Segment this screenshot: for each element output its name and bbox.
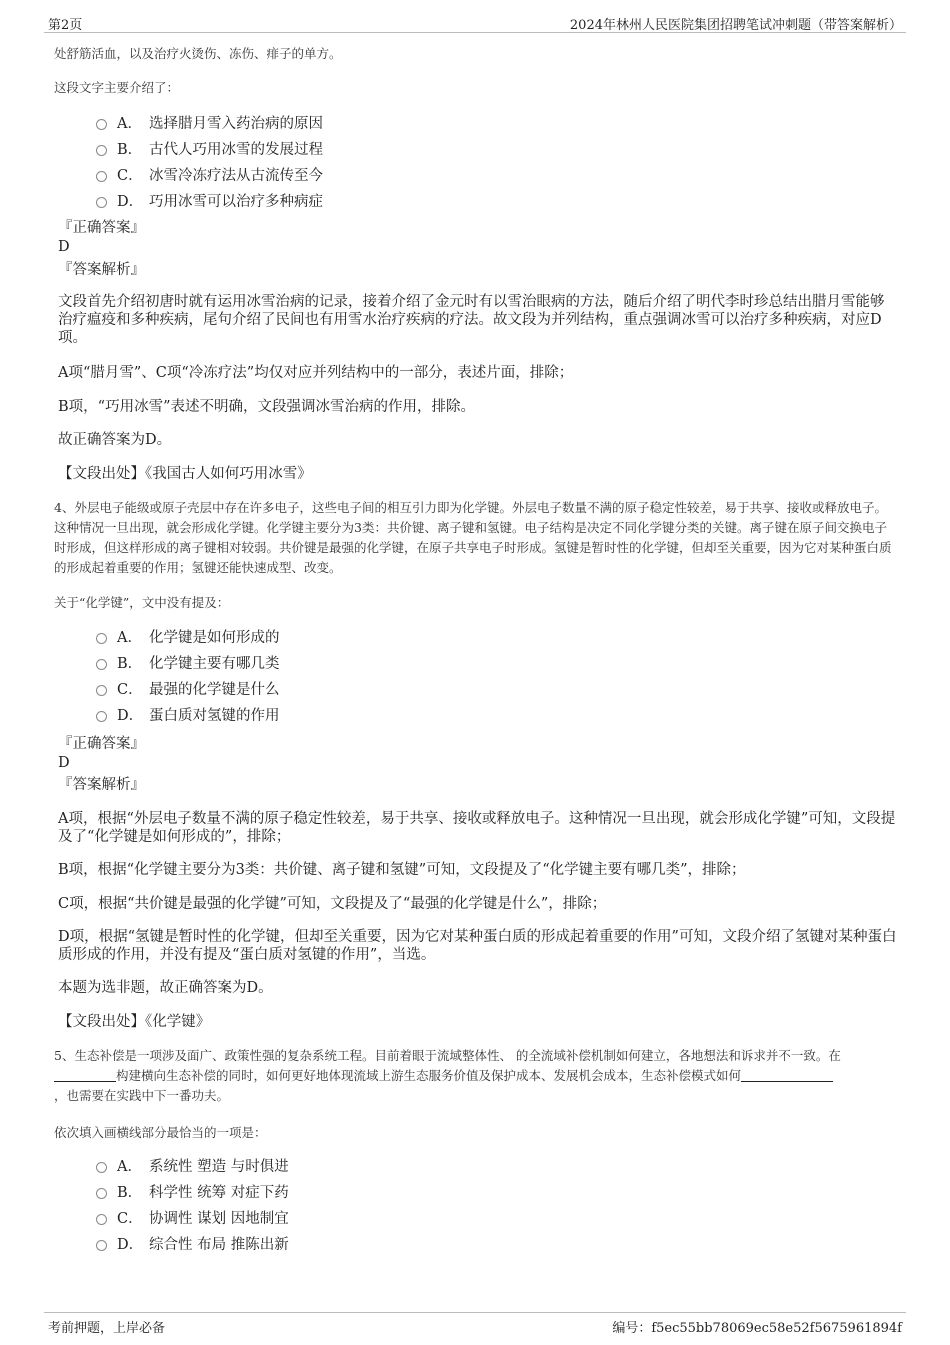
q3-option-d[interactable]: D． 巧用冰雪可以治疗多种病症 xyxy=(96,189,323,215)
q5-passage: 5、生态补偿是一项涉及面广、政策性强的复杂系统工程。目前着眼于流域整体性、 的全流域补偿机制如何建立，各地想法和诉求并不一致。在 构建横向生态补偿的同时，如何更好地体现流域上游生态服务价值及保护成本、发展机会成本，生态补偿模式如何 ，也需要在实践中下一番功夫。 xyxy=(54,1048,841,1103)
q4-passage: 4、外层电子能级或原子壳层中存在许多电子，这些电子间的相互引力即为化学键。外层电子数量不满的原子稳定性较差，易于共享、接收或释放电子。这种情况一旦出现，就会形成化学键。化学键主要分为3类：共价键、离子键和氢键。电子结构是决定不同化学键分类的关键。离子键在原子间交换电子时形成，但这样形成的离子键相对较弱。共价键是最强的化学键，在原子共享电子时形成。氢键是暂时性的化学键，但却至关重要，因为它对某种蛋白质的形成起着重要的作用；氢键还能快速成型、改变。 xyxy=(54,500,892,575)
q3-prompt: 这段文字主要介绍了： xyxy=(54,80,180,95)
radio-icon[interactable] xyxy=(96,685,107,696)
q3-passage-tail: 处舒筋活血，以及治疗火烫伤、冻伤、痱子的单方。 xyxy=(54,46,342,61)
q3-option-c[interactable]: C． 冰雪冷冻疗法从古流传至今 xyxy=(96,163,323,189)
q5-option-c[interactable]: C． 协调性 谋划 因地制宜 xyxy=(96,1206,289,1232)
q5-option-b[interactable]: B． 科学性 统筹 对症下药 xyxy=(96,1180,289,1206)
radio-icon[interactable] xyxy=(96,171,107,182)
q5-option-a[interactable]: A． 系统性 塑造 与时俱进 xyxy=(96,1154,289,1180)
radio-icon[interactable] xyxy=(96,1214,107,1225)
q4-answer: D xyxy=(58,755,70,771)
q4-analysis-label: 『答案解析』 xyxy=(58,777,145,793)
radio-icon[interactable] xyxy=(96,711,107,722)
q4-analysis-1: A项，根据“外层电子数量不满的原子稳定性较差，易于共享、接收或释放电子。这种情况一旦出现，就会形成化学键”可知，文段提及了“化学键是如何形成的”，排除； xyxy=(58,811,896,845)
q3-options xyxy=(96,111,323,215)
radio-icon[interactable] xyxy=(96,1240,107,1251)
q5-options xyxy=(96,1154,289,1258)
q3-analysis-4: 故正确答案为D。 xyxy=(58,432,172,448)
q5-prompt: 依次填入画横线部分最恰当的一项是： xyxy=(54,1125,267,1140)
q4-answer-label: 『正确答案』 xyxy=(58,736,145,752)
q3-analysis-label: 『答案解析』 xyxy=(58,262,145,278)
q3-option-a[interactable]: A． 选择腊月雪入药治病的原因 xyxy=(96,111,323,137)
radio-icon[interactable] xyxy=(96,633,107,644)
radio-icon[interactable] xyxy=(96,197,107,208)
radio-icon[interactable] xyxy=(96,145,107,156)
q3-analysis-2: A项“腊月雪”、C项“冷冻疗法”均仅对应并列结构中的一部分，表述片面，排除； xyxy=(58,365,574,381)
footer-slogan: 考前押题，上岸必备 xyxy=(48,1321,166,1336)
q4-option-b[interactable]: B． 化学键主要有哪几类 xyxy=(96,651,280,677)
q3-option-b[interactable]: B． 古代人巧用冰雪的发展过程 xyxy=(96,137,323,163)
q3-answer: D xyxy=(58,239,70,255)
q4-analysis-5: 本题为选非题，故正确答案为D。 xyxy=(58,980,273,996)
radio-icon[interactable] xyxy=(96,659,107,670)
document-title: 2024年林州人民医院集团招聘笔试冲刺题（带答案解析） xyxy=(569,18,902,33)
q4-analysis-3: C项，根据“共价键是最强的化学键”可知，文段提及了“最强的化学键是什么”，排除； xyxy=(58,896,607,912)
radio-icon[interactable] xyxy=(96,1162,107,1173)
q4-options xyxy=(96,625,280,729)
q4-option-c[interactable]: C． 最强的化学键是什么 xyxy=(96,677,280,703)
page-header xyxy=(44,12,906,33)
page-number: 第2页 xyxy=(48,18,83,33)
document-id: 编号：f5ec55bb78069ec58e52f5675961894f xyxy=(612,1321,902,1336)
fill-blank xyxy=(741,1069,833,1082)
q4-prompt: 关于“化学键”，文中没有提及： xyxy=(54,595,230,610)
q4-analysis-2: B项，根据“化学键主要分为3类：共价键、离子键和氢键”可知，文段提及了“化学键主要有哪几类”，排除； xyxy=(58,862,746,878)
q5-option-d[interactable]: D． 综合性 布局 推陈出新 xyxy=(96,1232,289,1258)
radio-icon[interactable] xyxy=(96,119,107,130)
radio-icon[interactable] xyxy=(96,1188,107,1199)
q4-source: 【文段出处】《化学键》 xyxy=(58,1014,211,1030)
q3-analysis-1: 文段首先介绍初唐时就有运用冰雪治病的记录，接着介绍了金元时有以雪治眼病的方法，随后介绍了明代李时珍总结出腊月雪能够治疗瘟疫和多种疾病，尾句介绍了民间也有用雪水治疗疾病的疗法。故文段为并列结构，重点强调冰雪可以治疗多种疾病，对应D项。 xyxy=(58,294,885,346)
q3-source: 【文段出处】《我国古人如何巧用冰雪》 xyxy=(58,466,312,482)
q3-analysis-3: B项，“巧用冰雪”表述不明确，文段强调冰雪治病的作用，排除。 xyxy=(58,399,475,415)
fill-blank xyxy=(54,1069,116,1082)
q3-answer-label: 『正确答案』 xyxy=(58,220,145,236)
page-footer xyxy=(44,1312,906,1335)
q4-option-a[interactable]: A． 化学键是如何形成的 xyxy=(96,625,280,651)
q4-analysis-4: D项，根据“氢键是暂时性的化学键，但却至关重要，因为它对某种蛋白质的形成起着重要的作用”可知，文段介绍了氢键对某种蛋白质形成的作用，并没有提及“蛋白质对氢键的作用”，当选。 xyxy=(58,929,897,963)
q4-option-d[interactable]: D． 蛋白质对氢键的作用 xyxy=(96,703,280,729)
